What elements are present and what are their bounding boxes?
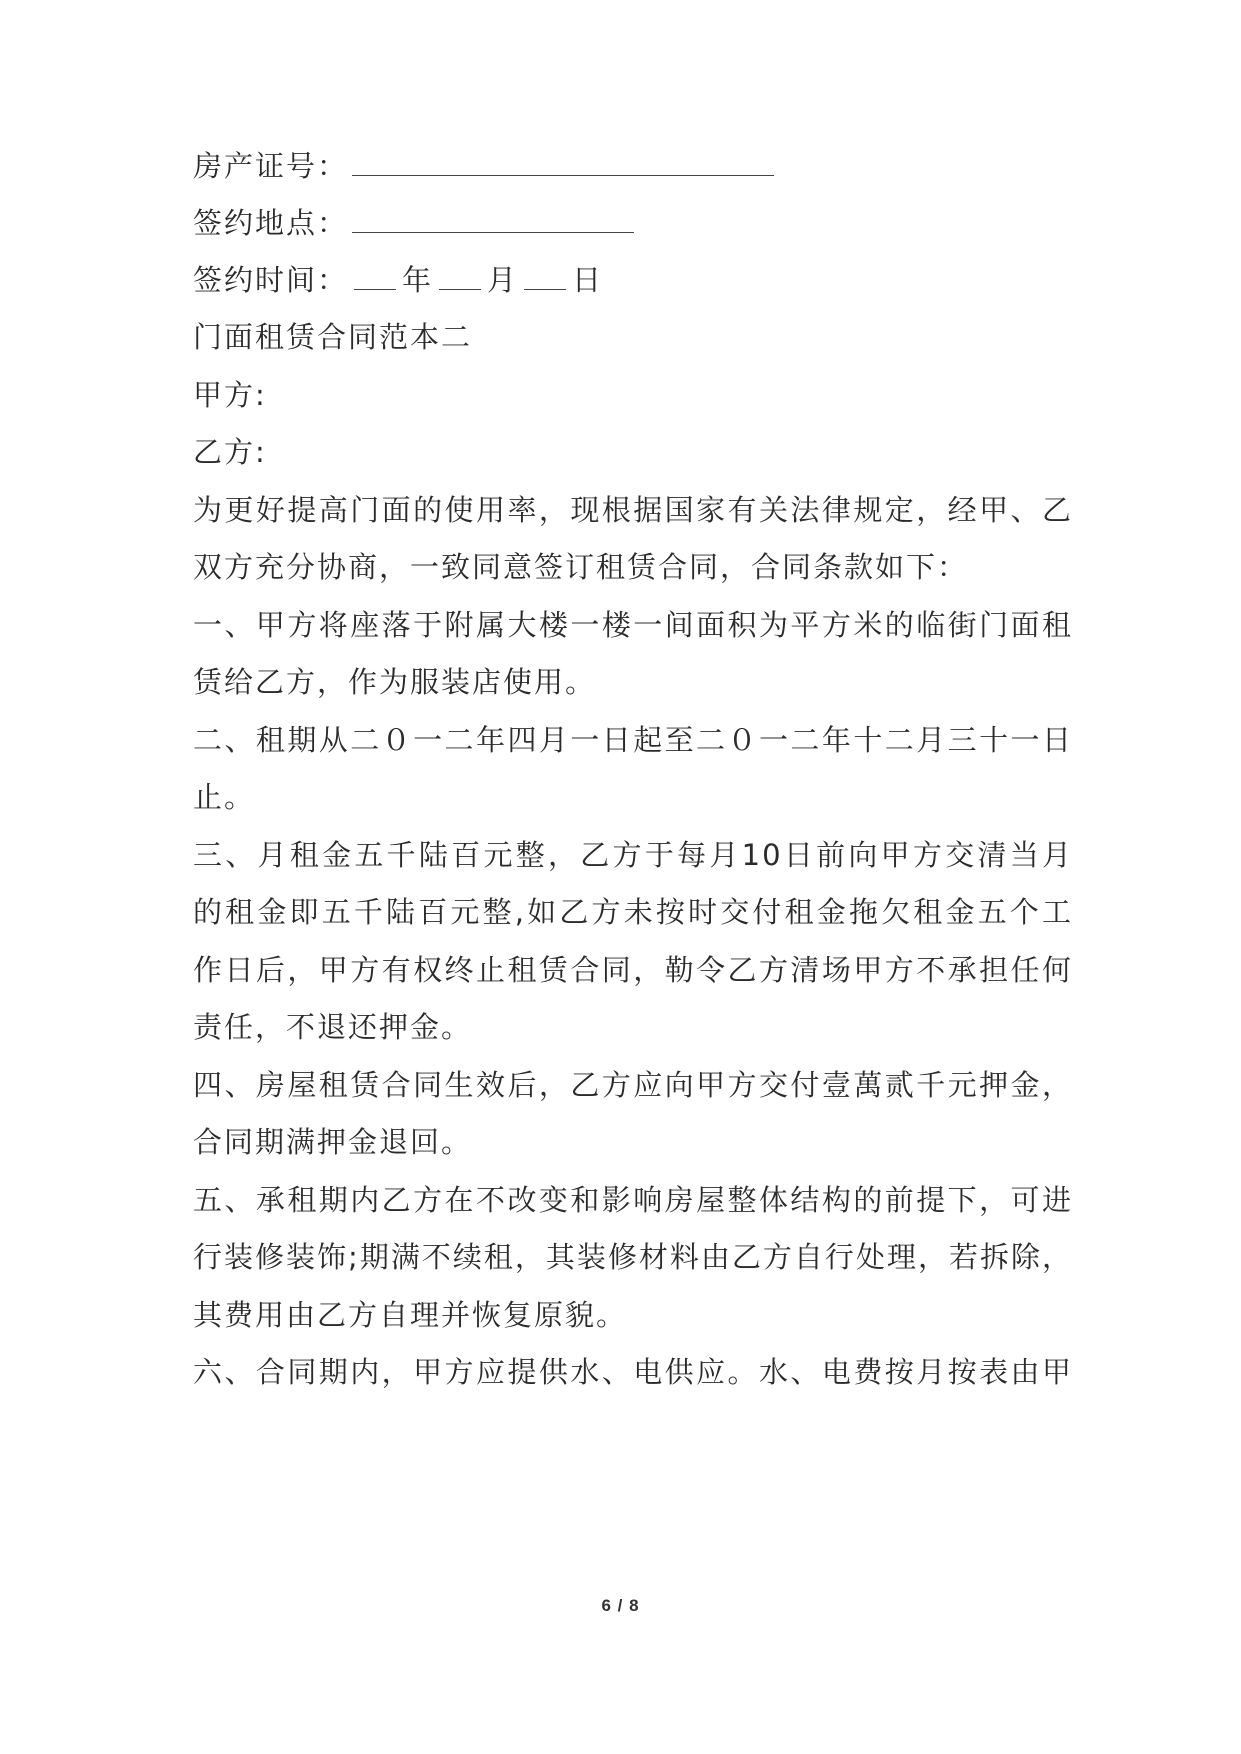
- paragraph-line: 行装修装饰;期满不续租，其装修材料由乙方自行处理，若拆除，: [193, 1240, 1073, 1274]
- day-blank: [524, 265, 566, 290]
- paragraph-line: 止。: [193, 780, 256, 814]
- signing-time-line: [193, 262, 1073, 298]
- signing-time-label: 签约时间：: [193, 263, 349, 297]
- paragraph-line: 赁给乙方，作为服装店使用。: [193, 665, 597, 699]
- signing-place-label: 签约地点：: [193, 206, 349, 240]
- property-cert-line: [193, 148, 1073, 184]
- day-label: 日: [572, 263, 604, 297]
- paragraph-line: 其费用由乙方自理并恢复原貌。: [193, 1298, 628, 1332]
- party-a-label: 甲方:: [193, 378, 267, 412]
- paragraph-line: 双方充分协商，一致同意签订租赁合同，合同条款如下：: [193, 550, 969, 584]
- paragraph-line: 一、甲方将座落于附属大楼一楼一间面积为平方米的临街门面租: [193, 608, 1073, 642]
- paragraph-line: 合同期满押金退回。: [193, 1125, 473, 1159]
- section-heading: 门面租赁合同范本二: [193, 320, 473, 354]
- paragraph-line: 作日后，甲方有权终止租赁合同，勒令乙方清场甲方不承担任何: [193, 953, 1073, 987]
- paragraph-line: 二、租期从二０一二年四月一日起至二０一二年十二月三十一日: [193, 723, 1073, 757]
- paragraph-line: 六、合同期内，甲方应提供水、电供应。水、电费按月按表由甲: [193, 1355, 1073, 1389]
- month-label: 月: [487, 263, 519, 297]
- property-cert-blank: [352, 151, 774, 176]
- month-blank: [439, 265, 481, 290]
- page-number: 6 / 8: [601, 1596, 640, 1615]
- year-blank: [354, 265, 396, 290]
- paragraph-line: 四、房屋租赁合同生效后，乙方应向甲方交付壹萬贰千元押金，: [193, 1068, 1073, 1102]
- signing-place-line: [193, 205, 1073, 241]
- paragraph-line: 责任，不退还押金。: [193, 1010, 473, 1044]
- paragraph-line: 三、月租金五千陆百元整，乙方于每月10日前向甲方交清当月: [193, 838, 1073, 872]
- party-b-label: 乙方:: [193, 435, 267, 469]
- paragraph-line: 为更好提高门面的使用率，现根据国家有关法律规定，经甲、乙: [193, 493, 1073, 527]
- paragraph-line: 的租金即五千陆百元整,如乙方未按时交付租金拖欠租金五个工: [193, 895, 1073, 929]
- paragraph-line: 五、承租期内乙方在不改变和影响房屋整体结构的前提下，可进: [193, 1183, 1073, 1217]
- year-label: 年: [402, 263, 434, 297]
- signing-place-blank: [352, 208, 634, 233]
- property-cert-label: 房产证号：: [193, 149, 349, 183]
